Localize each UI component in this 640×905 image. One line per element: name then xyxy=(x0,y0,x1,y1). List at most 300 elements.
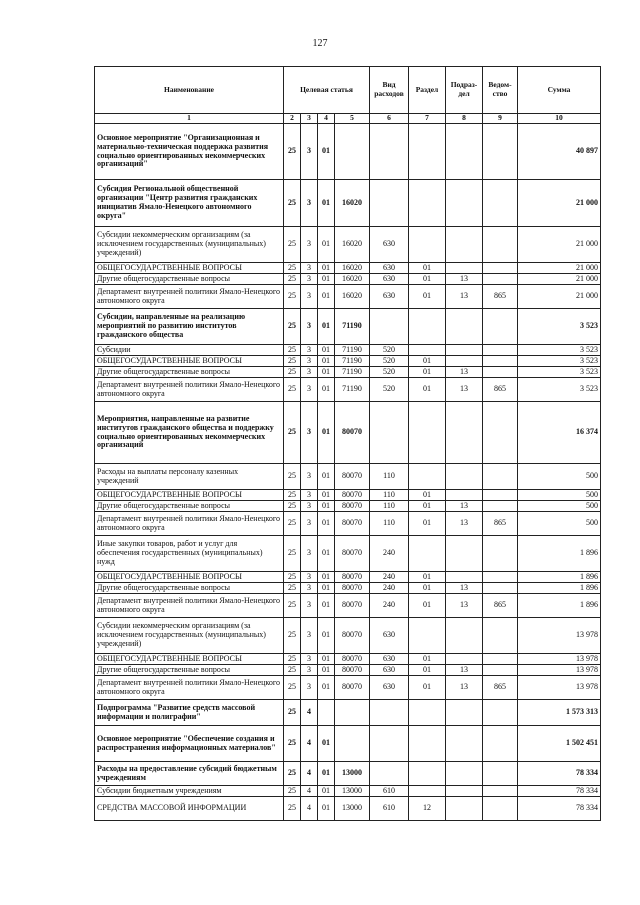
cell-target-event: 01 xyxy=(318,309,335,345)
cell-name: Департамент внутренней политики Ямало-Ненецкого автономного округа xyxy=(95,378,284,402)
cell-podrazdel: 13 xyxy=(446,378,483,402)
cell-target-event: 01 xyxy=(318,285,335,309)
cell-vid: 110 xyxy=(370,490,409,501)
cell-target-code: 80070 xyxy=(335,512,370,536)
cell-target-subprogram: 3 xyxy=(301,676,318,700)
cell-sum: 500 xyxy=(518,501,601,512)
cell-target-subprogram: 3 xyxy=(301,501,318,512)
cell-vedomstvo: 865 xyxy=(483,378,518,402)
cell-vedomstvo: 865 xyxy=(483,594,518,618)
cell-target-code: 13000 xyxy=(335,762,370,786)
cell-name: Департамент внутренней политики Ямало-Ненецкого автономного округа xyxy=(95,676,284,700)
cell-razdel xyxy=(409,124,446,180)
cell-vid: 110 xyxy=(370,501,409,512)
cell-target-subprogram: 3 xyxy=(301,124,318,180)
cell-name: Субсидии некоммерческим организациям (за исключением государственных (муниципальных) учреждений) xyxy=(95,618,284,654)
cell-target-subprogram: 3 xyxy=(301,367,318,378)
cell-razdel xyxy=(409,309,446,345)
cell-target-event: 01 xyxy=(318,583,335,594)
cell-target-program: 25 xyxy=(284,356,301,367)
cell-podrazdel xyxy=(446,124,483,180)
cell-target-code: 71190 xyxy=(335,309,370,345)
cell-name: Субсидии бюджетным учреждениям xyxy=(95,786,284,797)
cell-name: Мероприятия, направленные на развитие институтов гражданского общества и поддержку социально ориентированных некоммерческих организаций xyxy=(95,402,284,464)
cell-target-code xyxy=(335,726,370,762)
cell-name: Другие общегосударственные вопросы xyxy=(95,274,284,285)
cell-sum: 78 334 xyxy=(518,786,601,797)
cell-target-program: 25 xyxy=(284,367,301,378)
cell-podrazdel: 13 xyxy=(446,594,483,618)
cell-target-code: 80070 xyxy=(335,536,370,572)
cell-target-event: 01 xyxy=(318,367,335,378)
cell-vedomstvo xyxy=(483,274,518,285)
col-number: 5 xyxy=(335,114,370,124)
cell-sum: 500 xyxy=(518,490,601,501)
cell-target-subprogram: 3 xyxy=(301,356,318,367)
col-number: 6 xyxy=(370,114,409,124)
cell-podrazdel xyxy=(446,786,483,797)
cell-name: Основное мероприятие "Обеспечение создания и распространения информационных материалов" xyxy=(95,726,284,762)
header-vid: Вид расходов xyxy=(370,67,409,114)
cell-vid: 240 xyxy=(370,572,409,583)
cell-razdel: 01 xyxy=(409,490,446,501)
cell-target-subprogram: 4 xyxy=(301,786,318,797)
cell-podrazdel: 13 xyxy=(446,665,483,676)
cell-vedomstvo xyxy=(483,700,518,726)
cell-target-event: 01 xyxy=(318,501,335,512)
cell-vedomstvo xyxy=(483,654,518,665)
cell-target-code: 80070 xyxy=(335,572,370,583)
cell-razdel: 12 xyxy=(409,797,446,821)
cell-sum: 3 523 xyxy=(518,367,601,378)
cell-target-subprogram: 3 xyxy=(301,309,318,345)
cell-vedomstvo xyxy=(483,797,518,821)
table-body xyxy=(95,124,601,821)
cell-target-subprogram: 3 xyxy=(301,618,318,654)
cell-target-program: 25 xyxy=(284,797,301,821)
cell-target-subprogram: 3 xyxy=(301,180,318,227)
cell-target-subprogram: 3 xyxy=(301,490,318,501)
cell-target-code: 71190 xyxy=(335,378,370,402)
cell-target-code xyxy=(335,124,370,180)
cell-podrazdel xyxy=(446,402,483,464)
cell-vid: 630 xyxy=(370,274,409,285)
cell-target-code: 16020 xyxy=(335,227,370,263)
cell-razdel: 01 xyxy=(409,263,446,274)
cell-vid: 520 xyxy=(370,356,409,367)
col-number: 1 xyxy=(95,114,284,124)
header-vedomstvo: Ведом-ство xyxy=(483,67,518,114)
cell-target-program: 25 xyxy=(284,786,301,797)
cell-target-event: 01 xyxy=(318,402,335,464)
cell-target-program: 25 xyxy=(284,501,301,512)
cell-target-program: 25 xyxy=(284,274,301,285)
cell-target-subprogram: 3 xyxy=(301,512,318,536)
table-row xyxy=(95,700,601,726)
cell-name: ОБЩЕГОСУДАРСТВЕННЫЕ ВОПРОСЫ xyxy=(95,654,284,665)
cell-sum: 78 334 xyxy=(518,762,601,786)
header-razdel: Раздел xyxy=(409,67,446,114)
cell-target-subprogram: 3 xyxy=(301,227,318,263)
cell-vid: 240 xyxy=(370,583,409,594)
cell-target-event: 01 xyxy=(318,618,335,654)
col-number: 3 xyxy=(301,114,318,124)
cell-sum: 500 xyxy=(518,512,601,536)
cell-target-event: 01 xyxy=(318,762,335,786)
cell-razdel xyxy=(409,227,446,263)
cell-razdel xyxy=(409,345,446,356)
cell-target-event: 01 xyxy=(318,572,335,583)
cell-vedomstvo xyxy=(483,536,518,572)
table-row xyxy=(95,227,601,263)
table-row xyxy=(95,490,601,501)
cell-name: Субсидии некоммерческим организациям (за исключением государственных (муниципальных) учреждений) xyxy=(95,227,284,263)
cell-name: Другие общегосударственные вопросы xyxy=(95,583,284,594)
cell-podrazdel: 13 xyxy=(446,583,483,594)
cell-sum: 21 000 xyxy=(518,274,601,285)
cell-vid: 240 xyxy=(370,594,409,618)
cell-podrazdel: 13 xyxy=(446,285,483,309)
cell-target-event: 01 xyxy=(318,227,335,263)
cell-vedomstvo xyxy=(483,665,518,676)
cell-target-event: 01 xyxy=(318,124,335,180)
cell-target-code: 80070 xyxy=(335,618,370,654)
cell-sum: 1 896 xyxy=(518,583,601,594)
cell-vid xyxy=(370,124,409,180)
cell-target-program: 25 xyxy=(284,700,301,726)
cell-target-event: 01 xyxy=(318,512,335,536)
cell-name: Субсидии, направленные на реализацию мероприятий по развитию институтов гражданского общества xyxy=(95,309,284,345)
cell-vid: 110 xyxy=(370,512,409,536)
cell-name: СРЕДСТВА МАССОВОЙ ИНФОРМАЦИИ xyxy=(95,797,284,821)
cell-target-program: 25 xyxy=(284,402,301,464)
cell-vedomstvo xyxy=(483,345,518,356)
cell-podrazdel xyxy=(446,345,483,356)
cell-sum: 13 978 xyxy=(518,665,601,676)
cell-sum: 1 502 451 xyxy=(518,726,601,762)
cell-name: Субсидия Региональной общественной организации "Центр развития гражданских инициатив Ямало-Ненецкого автономного округа" xyxy=(95,180,284,227)
table-row xyxy=(95,378,601,402)
cell-vid: 610 xyxy=(370,786,409,797)
cell-target-code: 71190 xyxy=(335,356,370,367)
table-row xyxy=(95,501,601,512)
cell-target-subprogram: 3 xyxy=(301,665,318,676)
cell-target-code: 16020 xyxy=(335,285,370,309)
cell-vid: 630 xyxy=(370,227,409,263)
cell-target-program: 25 xyxy=(284,676,301,700)
cell-name: ОБЩЕГОСУДАРСТВЕННЫЕ ВОПРОСЫ xyxy=(95,572,284,583)
cell-sum: 13 978 xyxy=(518,654,601,665)
cell-target-code: 80070 xyxy=(335,490,370,501)
cell-sum: 3 523 xyxy=(518,309,601,345)
table-row xyxy=(95,180,601,227)
cell-sum: 1 896 xyxy=(518,536,601,572)
cell-target-subprogram: 3 xyxy=(301,536,318,572)
cell-target-subprogram: 3 xyxy=(301,572,318,583)
cell-sum: 3 523 xyxy=(518,378,601,402)
cell-razdel: 01 xyxy=(409,654,446,665)
cell-razdel: 01 xyxy=(409,676,446,700)
table-row xyxy=(95,726,601,762)
cell-vedomstvo xyxy=(483,356,518,367)
cell-name: Другие общегосударственные вопросы xyxy=(95,367,284,378)
cell-razdel: 01 xyxy=(409,665,446,676)
cell-podrazdel: 13 xyxy=(446,676,483,700)
table-row xyxy=(95,762,601,786)
cell-target-subprogram: 4 xyxy=(301,797,318,821)
cell-target-program: 25 xyxy=(284,654,301,665)
cell-vid: 110 xyxy=(370,464,409,490)
cell-name: Расходы на выплаты персоналу казенных учреждений xyxy=(95,464,284,490)
cell-razdel: 01 xyxy=(409,583,446,594)
cell-target-subprogram: 3 xyxy=(301,378,318,402)
cell-target-code: 80070 xyxy=(335,665,370,676)
cell-razdel: 01 xyxy=(409,501,446,512)
cell-name: ОБЩЕГОСУДАРСТВЕННЫЕ ВОПРОСЫ xyxy=(95,490,284,501)
cell-target-event: 01 xyxy=(318,274,335,285)
cell-vedomstvo xyxy=(483,367,518,378)
cell-target-program: 25 xyxy=(284,618,301,654)
cell-target-subprogram: 3 xyxy=(301,464,318,490)
cell-target-event: 01 xyxy=(318,797,335,821)
cell-target-program: 25 xyxy=(284,227,301,263)
cell-podrazdel xyxy=(446,263,483,274)
cell-sum: 1 896 xyxy=(518,572,601,583)
cell-podrazdel xyxy=(446,464,483,490)
cell-target-program: 25 xyxy=(284,263,301,274)
cell-target-event: 01 xyxy=(318,536,335,572)
cell-vedomstvo: 865 xyxy=(483,285,518,309)
cell-vedomstvo xyxy=(483,263,518,274)
header-name: Наименование xyxy=(95,67,284,114)
cell-vedomstvo xyxy=(483,180,518,227)
cell-sum: 1 573 313 xyxy=(518,700,601,726)
cell-target-code: 13000 xyxy=(335,797,370,821)
cell-sum: 13 978 xyxy=(518,618,601,654)
table-row xyxy=(95,583,601,594)
header-target: Целевая статья xyxy=(284,67,370,114)
cell-razdel xyxy=(409,464,446,490)
table-row xyxy=(95,654,601,665)
header-podrazdel: Подраз-дел xyxy=(446,67,483,114)
cell-target-code: 80070 xyxy=(335,402,370,464)
cell-target-code: 16020 xyxy=(335,263,370,274)
cell-podrazdel: 13 xyxy=(446,512,483,536)
cell-razdel: 01 xyxy=(409,512,446,536)
cell-target-event: 01 xyxy=(318,665,335,676)
cell-vid: 630 xyxy=(370,618,409,654)
cell-target-program: 25 xyxy=(284,762,301,786)
cell-vedomstvo xyxy=(483,572,518,583)
table-row xyxy=(95,309,601,345)
cell-target-event: 01 xyxy=(318,263,335,274)
cell-sum: 21 000 xyxy=(518,227,601,263)
cell-target-code: 13000 xyxy=(335,786,370,797)
budget-table xyxy=(94,66,601,821)
cell-target-program: 25 xyxy=(284,572,301,583)
cell-target-code: 80070 xyxy=(335,464,370,490)
table-row xyxy=(95,124,601,180)
cell-target-subprogram: 3 xyxy=(301,263,318,274)
cell-razdel xyxy=(409,786,446,797)
table-row xyxy=(95,464,601,490)
table-row xyxy=(95,402,601,464)
column-number-row xyxy=(95,114,601,124)
table-row xyxy=(95,572,601,583)
cell-razdel xyxy=(409,402,446,464)
cell-razdel: 01 xyxy=(409,572,446,583)
cell-target-code: 80070 xyxy=(335,594,370,618)
header-row xyxy=(95,67,601,114)
cell-target-code xyxy=(335,700,370,726)
cell-podrazdel xyxy=(446,797,483,821)
col-number: 2 xyxy=(284,114,301,124)
cell-name: Иные закупки товаров, работ и услуг для обеспечения государственных (муниципальных) нужд xyxy=(95,536,284,572)
cell-podrazdel xyxy=(446,726,483,762)
cell-target-code: 80070 xyxy=(335,654,370,665)
cell-razdel xyxy=(409,536,446,572)
cell-target-subprogram: 3 xyxy=(301,654,318,665)
cell-vid xyxy=(370,700,409,726)
cell-target-subprogram: 4 xyxy=(301,726,318,762)
cell-razdel xyxy=(409,762,446,786)
cell-target-event: 01 xyxy=(318,726,335,762)
cell-target-subprogram: 3 xyxy=(301,274,318,285)
cell-name: Подпрограмма "Развитие средств массовой информации и полиграфии" xyxy=(95,700,284,726)
cell-target-event: 01 xyxy=(318,490,335,501)
cell-podrazdel: 13 xyxy=(446,367,483,378)
cell-sum: 21 000 xyxy=(518,263,601,274)
col-number: 10 xyxy=(518,114,601,124)
cell-sum: 500 xyxy=(518,464,601,490)
cell-razdel: 01 xyxy=(409,367,446,378)
cell-sum: 16 374 xyxy=(518,402,601,464)
cell-vid xyxy=(370,402,409,464)
cell-target-event: 01 xyxy=(318,180,335,227)
cell-target-code: 16020 xyxy=(335,274,370,285)
cell-vedomstvo: 865 xyxy=(483,676,518,700)
table-row xyxy=(95,665,601,676)
cell-target-event: 01 xyxy=(318,786,335,797)
cell-target-program: 25 xyxy=(284,490,301,501)
table-row xyxy=(95,512,601,536)
table-row xyxy=(95,263,601,274)
cell-podrazdel xyxy=(446,536,483,572)
cell-podrazdel xyxy=(446,762,483,786)
cell-target-event: 01 xyxy=(318,345,335,356)
cell-podrazdel: 13 xyxy=(446,501,483,512)
cell-target-code: 16020 xyxy=(335,180,370,227)
table-row xyxy=(95,356,601,367)
cell-target-subprogram: 3 xyxy=(301,583,318,594)
cell-target-program: 25 xyxy=(284,124,301,180)
cell-vedomstvo xyxy=(483,464,518,490)
cell-target-subprogram: 4 xyxy=(301,762,318,786)
cell-vid xyxy=(370,726,409,762)
cell-target-event: 01 xyxy=(318,356,335,367)
cell-target-event: 01 xyxy=(318,676,335,700)
col-number: 8 xyxy=(446,114,483,124)
cell-razdel xyxy=(409,700,446,726)
cell-podrazdel xyxy=(446,180,483,227)
cell-vedomstvo xyxy=(483,490,518,501)
cell-target-code: 80070 xyxy=(335,501,370,512)
cell-vedomstvo xyxy=(483,501,518,512)
cell-target-event xyxy=(318,700,335,726)
cell-razdel: 01 xyxy=(409,356,446,367)
cell-podrazdel xyxy=(446,309,483,345)
cell-vedomstvo: 865 xyxy=(483,512,518,536)
cell-vedomstvo xyxy=(483,618,518,654)
cell-target-subprogram: 3 xyxy=(301,285,318,309)
cell-name: Департамент внутренней политики Ямало-Ненецкого автономного округа xyxy=(95,285,284,309)
cell-podrazdel xyxy=(446,356,483,367)
table-row xyxy=(95,618,601,654)
cell-target-subprogram: 4 xyxy=(301,700,318,726)
cell-target-program: 25 xyxy=(284,512,301,536)
cell-podrazdel xyxy=(446,227,483,263)
table-row xyxy=(95,536,601,572)
cell-razdel: 01 xyxy=(409,378,446,402)
table-row xyxy=(95,285,601,309)
cell-target-event: 01 xyxy=(318,594,335,618)
cell-target-code: 71190 xyxy=(335,345,370,356)
cell-vid: 520 xyxy=(370,367,409,378)
cell-target-program: 25 xyxy=(284,378,301,402)
cell-vedomstvo xyxy=(483,402,518,464)
cell-sum: 3 523 xyxy=(518,345,601,356)
table-row xyxy=(95,786,601,797)
cell-target-code: 80070 xyxy=(335,583,370,594)
cell-sum: 21 000 xyxy=(518,285,601,309)
cell-sum: 3 523 xyxy=(518,356,601,367)
page-number: 127 xyxy=(312,38,328,49)
cell-vedomstvo xyxy=(483,309,518,345)
cell-razdel: 01 xyxy=(409,285,446,309)
cell-name: Департамент внутренней политики Ямало-Ненецкого автономного округа xyxy=(95,594,284,618)
cell-razdel: 01 xyxy=(409,594,446,618)
cell-target-event: 01 xyxy=(318,654,335,665)
cell-name: ОБЩЕГОСУДАРСТВЕННЫЕ ВОПРОСЫ xyxy=(95,263,284,274)
cell-vedomstvo xyxy=(483,762,518,786)
cell-target-program: 25 xyxy=(284,665,301,676)
cell-vid: 520 xyxy=(370,345,409,356)
table-row xyxy=(95,345,601,356)
cell-vedomstvo xyxy=(483,583,518,594)
cell-podrazdel xyxy=(446,490,483,501)
cell-target-program: 25 xyxy=(284,309,301,345)
cell-vedomstvo xyxy=(483,227,518,263)
cell-podrazdel xyxy=(446,654,483,665)
table-row xyxy=(95,797,601,821)
cell-sum: 1 896 xyxy=(518,594,601,618)
table-row xyxy=(95,367,601,378)
cell-vid: 610 xyxy=(370,797,409,821)
cell-sum: 78 334 xyxy=(518,797,601,821)
cell-name: Расходы на предоставление субсидий бюджетным учреждениям xyxy=(95,762,284,786)
cell-razdel xyxy=(409,180,446,227)
cell-sum: 21 000 xyxy=(518,180,601,227)
cell-target-program: 25 xyxy=(284,180,301,227)
cell-vid: 630 xyxy=(370,285,409,309)
cell-target-subprogram: 3 xyxy=(301,594,318,618)
cell-vid: 630 xyxy=(370,263,409,274)
col-number: 7 xyxy=(409,114,446,124)
cell-target-code: 80070 xyxy=(335,676,370,700)
cell-target-program: 25 xyxy=(284,464,301,490)
cell-target-event: 01 xyxy=(318,378,335,402)
cell-vid: 630 xyxy=(370,676,409,700)
